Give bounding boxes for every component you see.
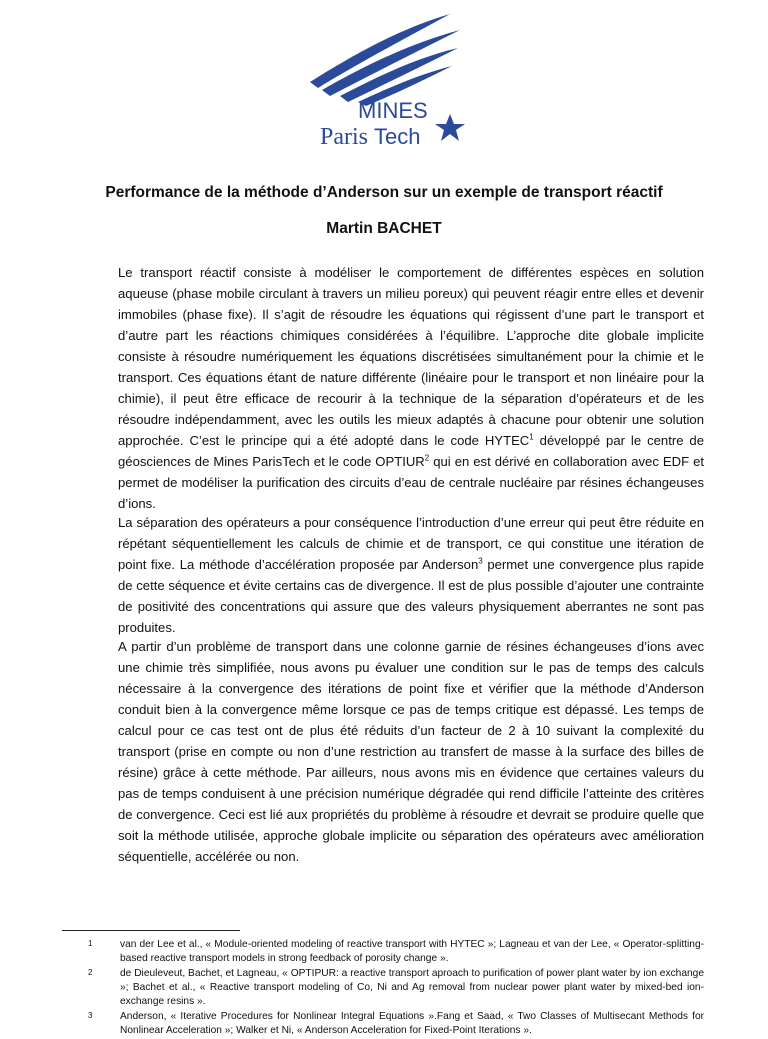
paragraph-1-text-c: qui en est dérivé en collaboration avec EDF et permet de modéliser la purification des circuits d’eau de centrale nucléaire par résines échangeuses d’ions. (118, 454, 704, 511)
paragraph-1-text-b: développé par le centre de géosciences de Mines ParisTech et le code OPTIUR (118, 433, 704, 469)
author-name: Martin BACHET (326, 220, 442, 237)
footnote-text: van der Lee et al., « Module-oriented modeling of reactive transport with HYTEC »; Lagneau et van der Lee, « Operator-splitting-based reactive transport models in strong feedback of porosity change ». (120, 939, 704, 964)
footnote-text: Anderson, « Iterative Procedures for Nonlinear Integral Equations ».Fang et Saad, « Two Classes of Multisecant Methods for Nonlinear Acceleration »; Walker et Ni, « Anderson Acceleration for Fixed-Point Iterations ». (120, 1011, 704, 1036)
paragraph-1-text-a: Le transport réactif consiste à modéliser le comportement de différentes espèces en solution aqueuse (phase mobile circulant à travers un milieu poreux) qui peuvent réagir entre elles et devenir immobiles (phase fixe). Il s’agit de résoudre les équations qui régissent d’une part le transport et d’autre part les réactions chimiques considérées à l’équilibre. L’approche dite globale implicite consiste à résoudre numériquement les équations discrétisées simultanément pour la chimie et le transport. Ces équations étant de nature différente (linéaire pour le transport et non linéaire pour la chimie), il peut être efficace de recourir à la technique de la séparation d’opérateurs et de les résoudre indépendamment, avec les outils les mieux adaptés à chacune pour obtenir une solution approchée. C’est le principe qui a été adopté dans le code HYTEC (118, 265, 704, 448)
mines-paristech-logo (300, 10, 470, 150)
paragraph-2-text-b: permet une convergence plus rapide de cette séquence et évite certains cas de divergence. Il est de plus possible d’ajouter une contrainte de positivité des concentrations qui assure que des valeurs physiquement aberrantes ne sont pas produites. (118, 557, 704, 635)
paragraph-2-text-a: La séparation des opérateurs a pour conséquence l’introduction d’une erreur qui peut être réduite en répétant séquentiellement les calculs de chimie et de transport, ce qui constitue une itération de point fixe. La méthode d’accélération proposée par Anderson (118, 515, 704, 572)
logo-text-mines: MINES (358, 98, 428, 123)
logo-text-tech: Tech (374, 124, 421, 149)
footnote-1 (88, 938, 704, 966)
document-title: Performance de la méthode d’Anderson sur un exemple de transport réactif (105, 184, 663, 201)
footnote-3 (88, 1010, 704, 1038)
logo-text-paris: Paris (320, 124, 368, 150)
footnote-number: 1 (88, 939, 93, 948)
footnote-number: 2 (88, 968, 93, 977)
footnotes (88, 938, 704, 1039)
footnote-ref-2[interactable]: 2 (424, 453, 430, 463)
star-icon (435, 114, 465, 141)
footnote-text: de Dieuleveut, Bachet, et Lagneau, « OPTIPUR: a reactive transport aproach to purification of power plant water by ion exchange »; Bachet et al., « Reactive transport modeling of Co, Ni and Ag removal from nuclear power plant water by mixed-bed ion-exchange resins ». (120, 968, 704, 1007)
footnote-number: 3 (88, 1011, 93, 1020)
footnote-separator (62, 930, 240, 931)
footnote-2 (88, 967, 704, 1009)
paragraph-1 (118, 262, 704, 514)
footnote-ref-1[interactable]: 1 (529, 432, 534, 442)
paragraph-2 (118, 512, 704, 638)
paragraph-3: A partir d’un problème de transport dans une colonne garnie de résines échangeuses d’ions avec une chimie très simplifiée, nous avons pu évaluer une condition sur le pas de temps des calculs nécessaire à la convergence des itérations de point fixe et vérifier que la méthode d’Anderson conduit bien à la convergence même lorsque ce pas de temps critique est dépassé. Les temps de calcul pour ce cas test ont de plus été réduits d’un facteur de 2 à 10 suivant la complexité du transport (prise en compte ou non d’une restriction au transfert de masse à la surface des billes de résine) grâce à cette méthode. Par ailleurs, nous avons mis en évidence que certaines valeurs du pas de temps conduisent à une précision numérique dégradée qui rend difficile l’atteinte des critères de convergence. Ceci est lié aux propriétés du problème à résoudre et devrait se produire quelle que soit la méthode utilisée, approche globale implicite ou séparation des opérateurs avec amélioration séquentielle, accélérée ou non. (118, 639, 704, 864)
logo-graphic (300, 10, 470, 150)
footnote-ref-3[interactable]: 3 (478, 556, 483, 566)
